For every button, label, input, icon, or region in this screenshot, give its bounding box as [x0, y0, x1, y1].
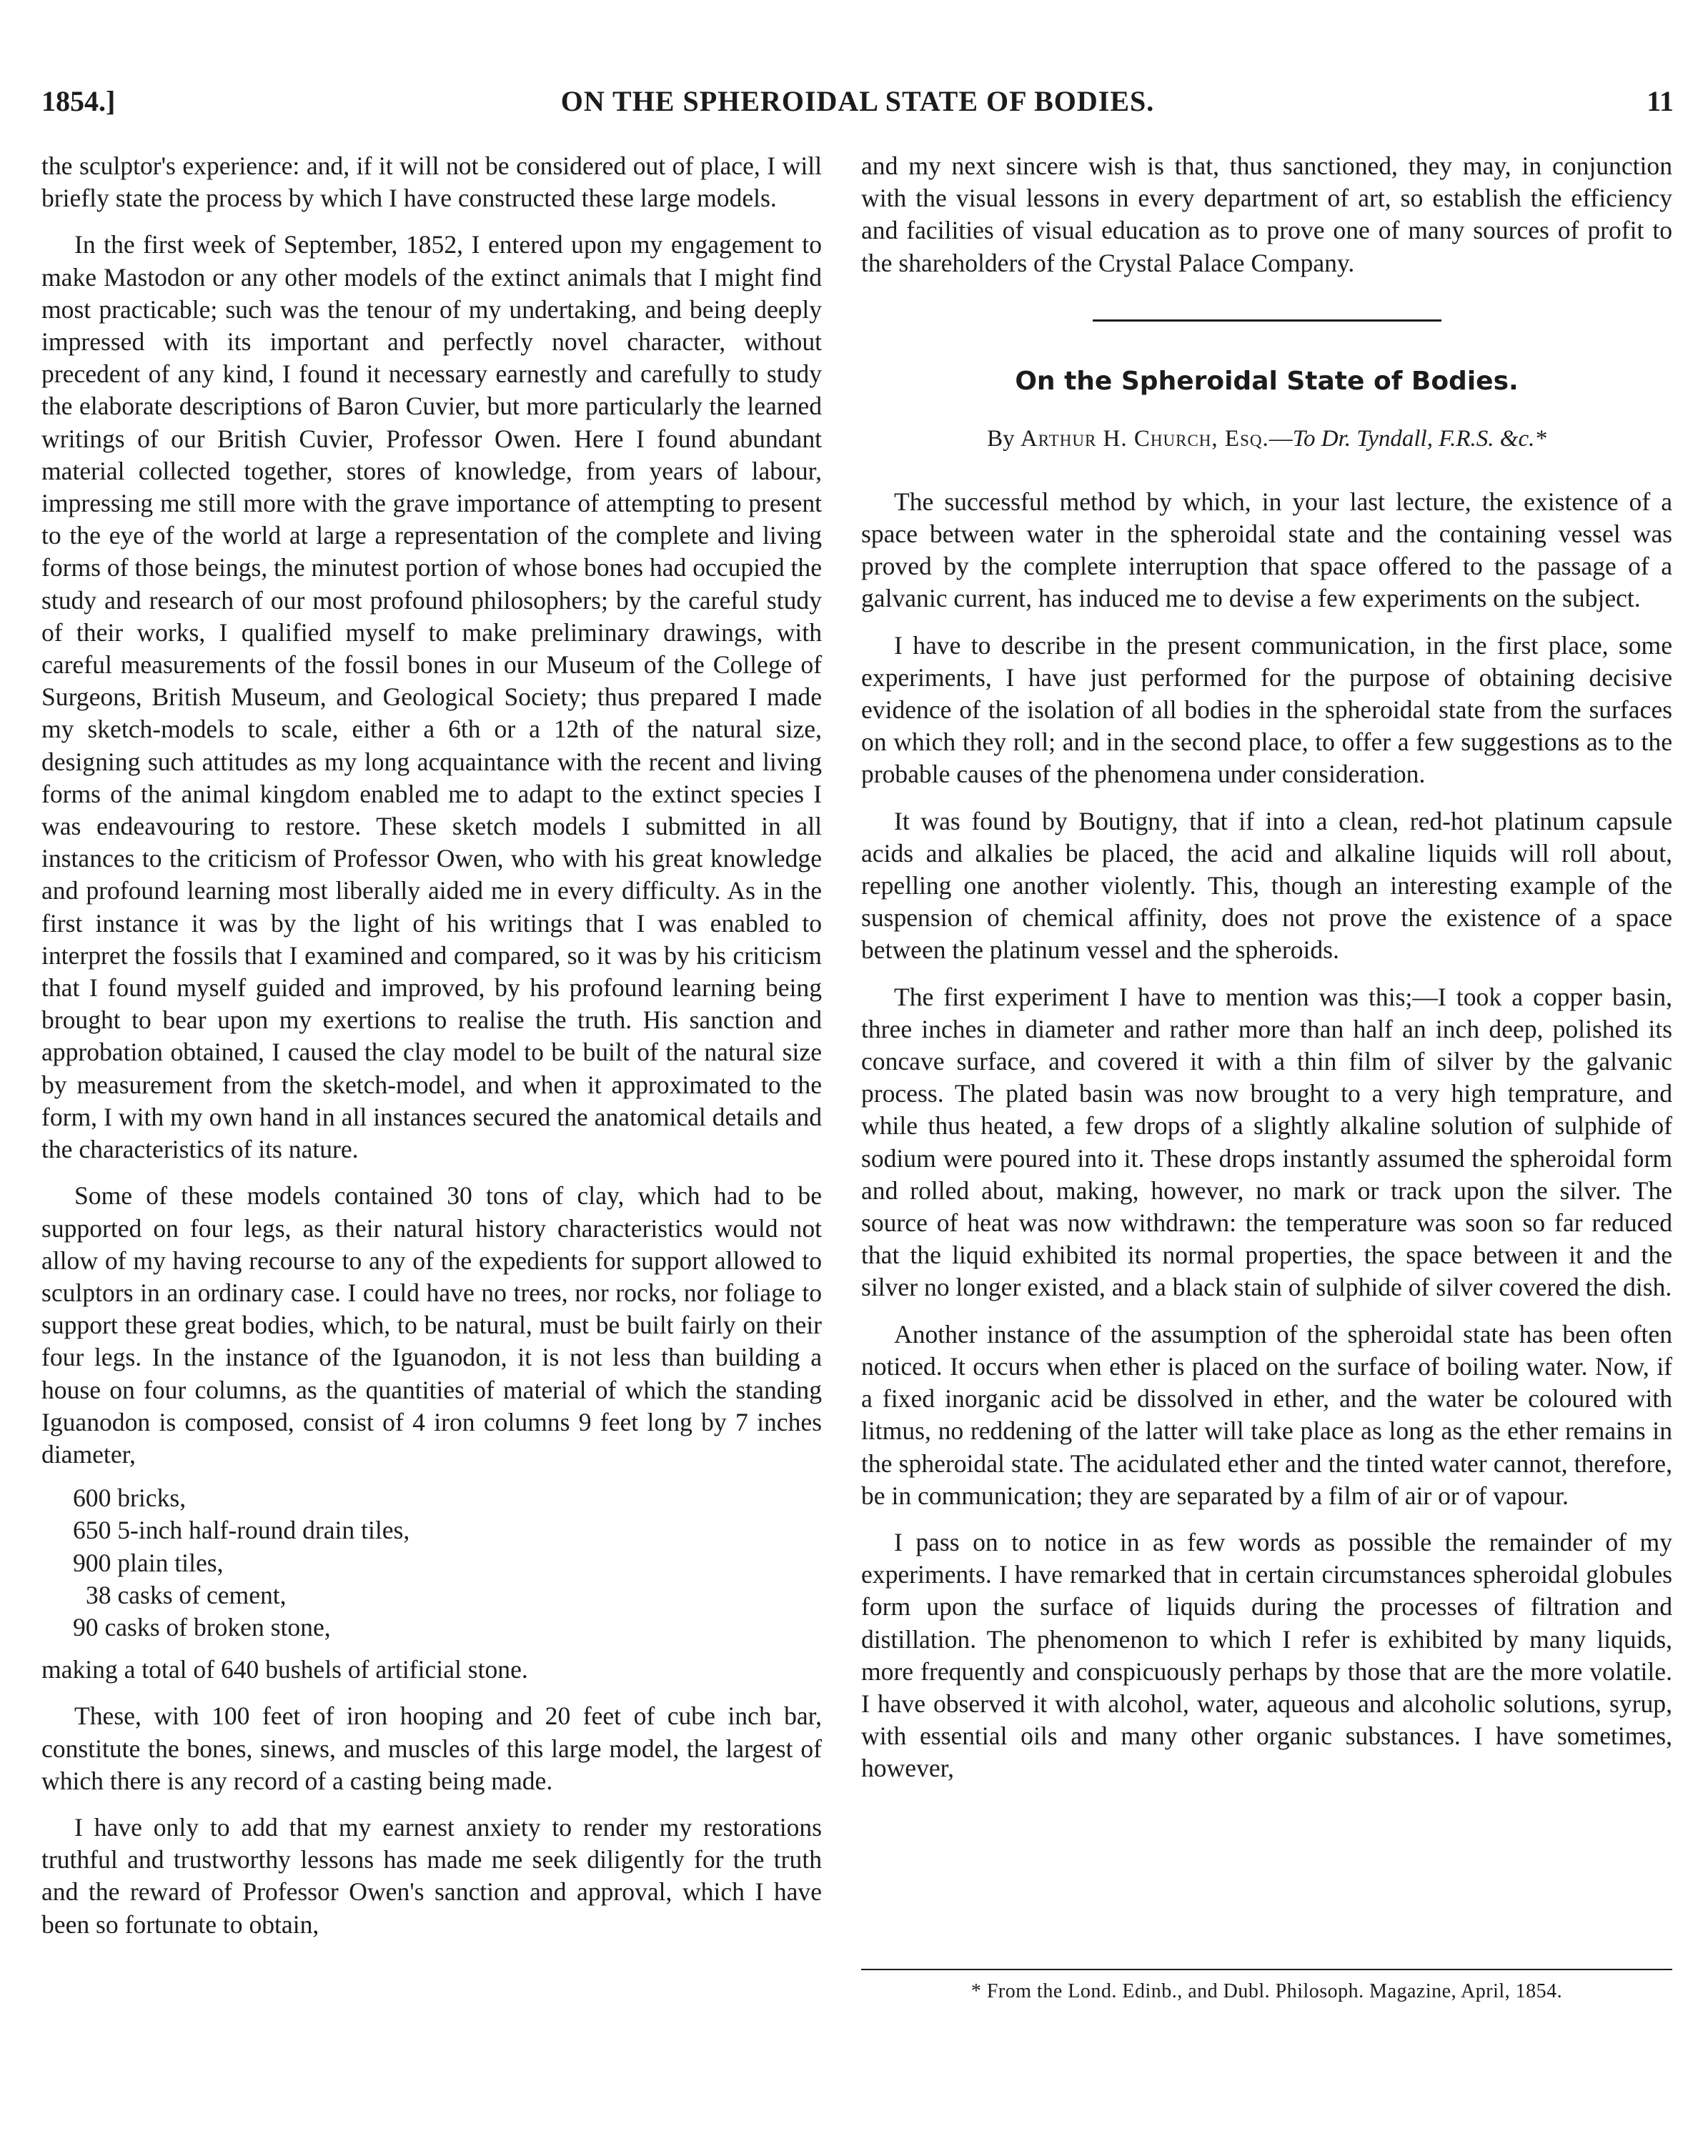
- byline-dash: —: [1268, 425, 1293, 452]
- paragraph: The successful method by which, in your last lecture, the existence of a space between water in the spheroidal state and the containing vessel was proved by the complete interruption that space offered to the passage of a galvanic current, has induced me to devise a few experiments on the subject.: [861, 487, 1672, 613]
- article-title: On the Spheroidal State of Bodies.: [1015, 366, 1519, 396]
- list-item: 600 bricks,: [73, 1484, 187, 1513]
- running-head: [41, 84, 1674, 127]
- paragraph: I have only to add that my earnest anxiety to render my restorations truthful and trustworthy lessons has made me seek diligently for the truth and the reward of Professor Owen's sanction and approval, which I have been so fortunate to obtain,: [41, 1812, 822, 1939]
- paragraph: and my next sincere wish is that, thus sanctioned, they may, in conjunction with the visual lessons in every department of art, so establish the efficiency and facilities of visual education as to prove one of many sources of profit to the shareholders of the Crystal Palace Company.: [861, 151, 1672, 277]
- byline: [861, 423, 1672, 454]
- paragraph: The first experiment I have to mention was this;—I took a copper basin, three inches in diameter and rather more than half an inch deep, polished its concave surface, and covered it with a thin film of silver by the galvanic process. The plated basin was now brought to a very high temprature, and while thus heated, a few drops of a slightly alkaline solution of sulphide of sodium were poured into it. These drops instantly assumed the spheroidal form and rolled about, making, however, no mark or track upon the silver. The source of heat was now withdrawn: the temperature was soon so far reduced that the liquid exhibited its normal properties, the space between it and the silver no longer existed, and a black stain of sulphide of silver covered the dish.: [861, 982, 1672, 1302]
- materials-list: [41, 1482, 822, 1644]
- running-head-year: 1854.]: [41, 85, 116, 117]
- footnote: * From the Lond. Edinb., and Dubl. Philosoph. Magazine, April, 1854.: [970, 1980, 1563, 2002]
- paragraph: Some of these models contained 30 tons of clay, which had to be supported on four legs, as their natural history characteristics would not allow of my having recourse to any of the expedients for support allowed to sculptors in an ordinary case. I could have no trees, nor rocks, nor foliage to support these great bodies, which, to be natural, must be built fairly on their four legs. In the instance of the Iguanodon, it is not less than building a house on four columns, as the quantities of material of which the standing Iguanodon is composed, consist of 4 iron columns 9 feet long by 7 inches diameter,: [41, 1181, 822, 1469]
- paragraph: making a total of 640 bushels of artificial stone.: [41, 1655, 528, 1684]
- left-column: [41, 150, 822, 1941]
- paragraph: I have to describe in the present communication, in the first place, some experiments, I have just performed for the purpose of obtaining decisive evidence of the isolation of all bodies in the spheroidal state from the surfaces on which they roll; and in the second place, to offer a few suggestions as to the probable causes of the phenomena under consideration.: [861, 630, 1672, 789]
- section-divider: [1093, 319, 1441, 322]
- paragraph: It was found by Boutigny, that if into a clean, red-hot platinum capsule acids and alkalies be placed, the acid and alkaline liquids will roll about, repelling one another violently. This, though an interesting example of the suspension of chemical affinity, does not prove the existence of a space between the platinum vessel and the spheroids.: [861, 806, 1672, 965]
- paragraph: In the first week of September, 1852, I entered upon my engagement to make Mastodon or any other models of the extinct animals that I might find most practicable; such was the tenour of my undertaking, and being deeply impressed with its important and perfectly novel character, without precedent of any kind, I found it necessary earnestly and carefully to study the elaborate descriptions of Baron Cuvier, but more particularly the learned writings of our British Cuvier, Professor Owen. Here I found abundant material collected together, stores of knowledge, from years of labour, impressing me still more with the grave importance of attempting to present to the eye of the world at large a representation of the complete and living forms of those beings, the minutest portion of whose bones had occupied the study and research of our most profound philosophers; by the careful study of their works, I qualified myself to make preliminary drawings, with careful measurements of the fossil bones in our Museum of the College of Surgeons, British Museum, and Geological Society; thus prepared I made my sketch-models to scale, either a 6th or a 12th of the natural size, designing such attitudes as my long acquaintance with the recent and living forms of the animal kingdom enabled me to adapt to the extinct species I was endeavouring to restore. These sketch models I submitted in all instances to the criticism of Professor Owen, who with his great knowledge and profound learning most liberally aided me in every difficulty. As in the first instance it was by the light of his writings that I was enabled to interpret the fossils that I examined and compared, so it was by his criticism that I found myself guided and improved, by his profound learning being brought to bear upon my exertions to realise the truth. His sanction and approbation obtained, I caused the clay model to be built of the natural size by measurement from the sketch-model, and when it approximated to the form, I with my own hand in all instances secured the anatomical details and the characteristics of its nature.: [41, 230, 822, 1164]
- running-head-title: ON THE SPHEROIDAL STATE OF BODIES.: [560, 85, 1155, 117]
- list-item: 38 casks of cement,: [86, 1580, 287, 1609]
- byline-prefix: By: [987, 425, 1015, 452]
- byline-author: Arthur H. Church, Esq.: [1020, 425, 1269, 452]
- paragraph: the sculptor's experience: and, if it will not be considered out of place, I will briefly state the process by which I have constructed these large models.: [41, 151, 822, 213]
- list-item: 90 casks of broken stone,: [73, 1612, 331, 1641]
- paragraph: These, with 100 feet of iron hooping and 20 feet of cube inch bar, constitute the bones, sinews, and muscles of this large model, the largest of which there is any record of a casting being made.: [41, 1702, 822, 1795]
- list-item: 900 plain tiles,: [73, 1548, 224, 1577]
- footnote-rule: [861, 1969, 1672, 1970]
- byline-addressee: To Dr. Tyndall, F.R.S. &c.*: [1292, 425, 1546, 452]
- paragraph: Another instance of the assumption of the spheroidal state has been often noticed. It occurs when ether is placed on the surface of boiling water. Now, if a fixed inorganic acid be dissolved in ether, and the water be coloured with litmus, no reddening of the latter will take place as long as the ether remains in the spheroidal state. The acidulated ether and the tinted water cannot, therefore, be in communication; they are separated by a film of air or of vapour.: [861, 1319, 1672, 1510]
- list-item: 650 5-inch half-round drain tiles,: [73, 1516, 410, 1545]
- page-number: 11: [1647, 85, 1674, 117]
- paragraph: I pass on to notice in as few words as possible the remainder of my experiments. I have remarked that in certain circumstances spheroidal globules form upon the surface of liquids during the processes of filtration and distillation. The phenomenon to which I refer is exhibited by many liquids, more frequently and conspicuously perhaps by those that are the more volatile. I have observed it with alcohol, water, aqueous and alcoholic solutions, syrup, with essential oils and many other organic substances. I have sometimes, however,: [861, 1527, 1672, 1783]
- right-column: [861, 150, 1672, 1785]
